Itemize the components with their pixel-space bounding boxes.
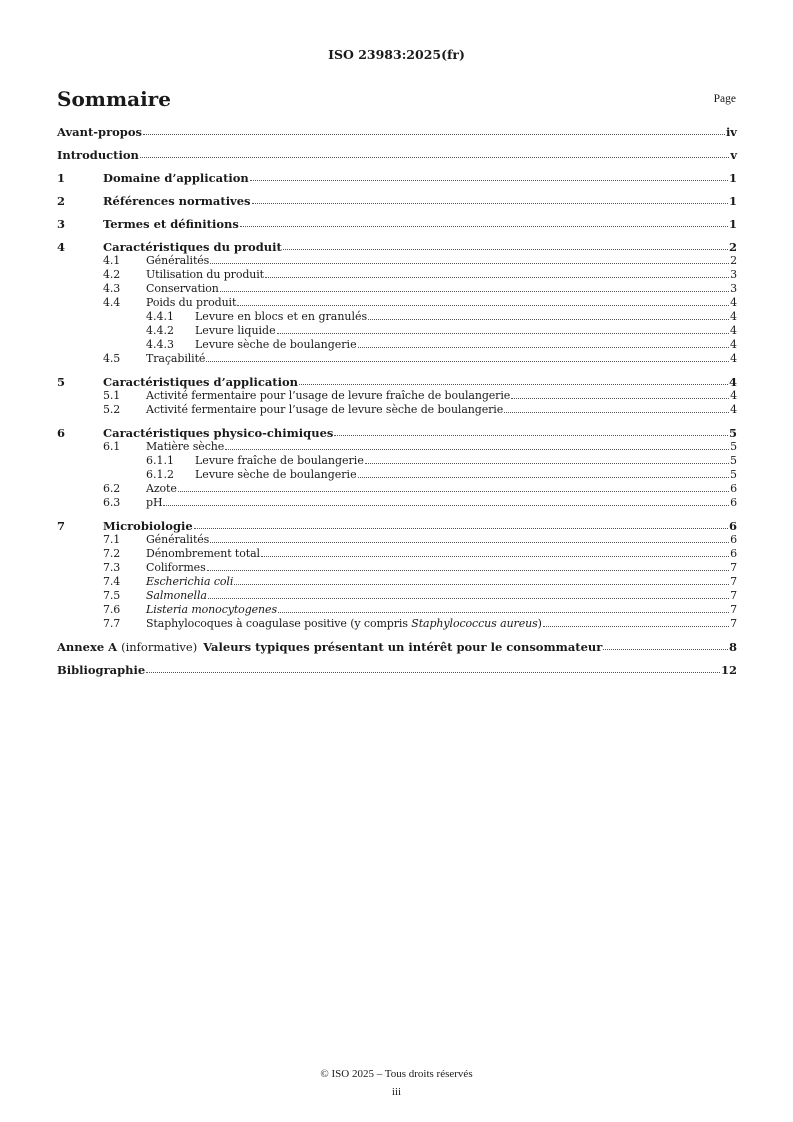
title-text: Références normatives <box>103 194 251 208</box>
toc-entry-page: 4 <box>730 310 737 323</box>
toc-entry-number: 3 <box>57 217 66 231</box>
toc-entry[interactable] <box>57 338 737 352</box>
toc-entry-page: 7 <box>730 617 737 630</box>
toc-entry[interactable] <box>57 640 737 654</box>
toc-entry-title <box>146 403 503 417</box>
title-text: Traçabilité <box>146 352 206 365</box>
toc-entry-title <box>146 440 224 454</box>
title-text: Levure sèche de boulangerie <box>195 468 357 481</box>
toc-entry-number: 6.2 <box>103 482 121 495</box>
toc-entry-page: 8 <box>728 640 737 654</box>
dot-leader <box>210 542 729 543</box>
toc-entry-number: 6.1 <box>103 440 121 453</box>
toc-entry-number: 6 <box>57 426 66 440</box>
toc-entry-page: 2 <box>730 254 737 267</box>
title-text: Dénombrement total <box>146 547 260 560</box>
toc-entry-title <box>146 603 277 617</box>
toc-entry-number: 4.5 <box>103 352 121 365</box>
toc-entry-page: 6 <box>730 533 737 546</box>
toc-entry[interactable] <box>57 426 737 440</box>
toc-entry-number: 7 <box>57 519 66 533</box>
table-of-contents <box>57 125 737 677</box>
title-text: Bibliographie <box>57 663 146 677</box>
toc-entry-page: 3 <box>730 268 737 281</box>
toc-entry-title <box>146 482 177 496</box>
toc-entry[interactable] <box>57 454 737 468</box>
title-text: Conservation <box>146 282 219 295</box>
dot-leader <box>208 598 729 599</box>
toc-entry-title <box>146 282 219 296</box>
toc-entry[interactable] <box>57 125 737 139</box>
annex-title: Valeurs typiques présentant un intérêt pour le consommateur <box>203 640 603 654</box>
toc-entry-number: 4.4.2 <box>146 324 174 337</box>
toc-entry-page: 5 <box>728 426 737 440</box>
dot-leader <box>252 203 728 204</box>
toc-entry-title <box>146 296 236 310</box>
toc-entry-number: 6.1.2 <box>146 468 174 481</box>
toc-entry-number: 1 <box>57 171 66 185</box>
toc-entry-number: 4 <box>57 240 66 254</box>
toc-entry[interactable] <box>57 171 737 185</box>
footer-page-number: iii <box>391 1086 402 1098</box>
toc-entry-page: v <box>730 148 737 162</box>
toc-entry[interactable] <box>57 496 737 510</box>
title-text: Poids du produit <box>146 296 237 309</box>
toc-entry-title <box>103 519 193 533</box>
toc-entry[interactable] <box>57 663 737 677</box>
dot-leader <box>220 291 729 292</box>
toc-entry-page: 12 <box>720 663 737 677</box>
toc-entry[interactable] <box>57 561 737 575</box>
toc-entry-title <box>146 575 233 589</box>
toc-entry-page: 4 <box>730 338 737 351</box>
title-text: Escherichia coli <box>146 575 234 588</box>
toc-entry-number: 4.4.3 <box>146 338 174 351</box>
toc-entry-title <box>57 640 602 654</box>
toc-entry[interactable] <box>57 533 737 547</box>
title-text: Caractéristiques physico-chimiques <box>103 426 334 440</box>
toc-entry[interactable] <box>57 148 737 162</box>
toc-entry-page: 2 <box>728 240 737 254</box>
toc-entry[interactable] <box>57 240 737 254</box>
toc-entry[interactable] <box>57 389 737 403</box>
toc-entry-page: iv <box>725 125 737 139</box>
toc-entry-title <box>146 533 209 547</box>
dot-leader <box>299 384 728 385</box>
toc-entry-page: 7 <box>730 603 737 616</box>
toc-entry[interactable] <box>57 310 737 324</box>
title-text: Utilisation du produit <box>146 268 264 281</box>
toc-entry-title <box>146 389 510 403</box>
dot-leader <box>368 319 729 320</box>
toc-entry[interactable] <box>57 440 737 454</box>
dot-leader <box>283 249 728 250</box>
title-text: Levure en blocs et en granulés <box>195 310 368 323</box>
toc-entry-number: 5 <box>57 375 66 389</box>
toc-entry-title <box>146 254 209 268</box>
toc-entry-number: 7.3 <box>103 561 121 574</box>
toc-entry-number: 7.5 <box>103 589 121 602</box>
toc-entry-number: 5.1 <box>103 389 121 402</box>
toc-entry-title <box>103 217 239 231</box>
toc-entry-page: 6 <box>730 482 737 495</box>
toc-entry-title <box>195 454 364 468</box>
toc-entry-title <box>146 617 542 631</box>
toc-entry-title <box>57 148 139 162</box>
toc-entry-title <box>146 268 264 282</box>
toc-entry-number: 7.1 <box>103 533 121 546</box>
annex-label: Annexe A <box>57 640 118 654</box>
dot-leader <box>234 584 729 585</box>
dot-leader <box>365 463 729 464</box>
dot-leader <box>250 180 728 181</box>
toc-entry-number: 7.4 <box>103 575 121 588</box>
toc-entry-number: 4.2 <box>103 268 121 281</box>
toc-entry-title <box>195 468 357 482</box>
toc-entry[interactable] <box>57 589 737 603</box>
toc-entry-page: 4 <box>730 296 737 309</box>
toc-entry-title <box>57 663 145 677</box>
toc-entry-title <box>195 310 367 324</box>
title-text: Levure fraîche de boulangerie <box>195 454 364 467</box>
title-text: Domaine d’application <box>103 171 249 185</box>
toc-entry[interactable] <box>57 482 737 496</box>
toc-entry-number: 7.7 <box>103 617 121 630</box>
toc-entry[interactable] <box>57 617 737 631</box>
toc-entry-page: 4 <box>730 324 737 337</box>
dot-leader <box>543 626 729 627</box>
title-text: Azote <box>146 482 177 495</box>
title-text: Introduction <box>57 148 139 162</box>
dot-leader <box>265 277 729 278</box>
toc-entry-number: 4.4 <box>103 296 121 309</box>
dot-leader <box>143 134 725 135</box>
title-text: Microbiologie <box>103 519 193 533</box>
title-text: Listeria monocytogenes <box>146 603 277 616</box>
dot-leader <box>504 412 729 413</box>
toc-entry-title <box>195 324 276 338</box>
toc-entry-number: 5.2 <box>103 403 121 416</box>
dot-leader <box>237 305 729 306</box>
toc-entry-page: 3 <box>730 282 737 295</box>
page-column-label: Page <box>713 93 736 105</box>
title-text: Généralités <box>146 533 210 546</box>
toc-entry-title <box>103 426 333 440</box>
toc-entry-title <box>146 589 207 603</box>
dot-leader <box>206 361 729 362</box>
toc-entry-title <box>146 561 206 575</box>
toc-entry-number: 6.1.1 <box>146 454 174 467</box>
toc-entry-title <box>146 352 205 366</box>
toc-entry-page: 1 <box>728 217 737 231</box>
toc-entry-number: 4.4.1 <box>146 310 174 323</box>
toc-entry-page: 5 <box>730 468 737 481</box>
toc-entry[interactable] <box>57 217 737 231</box>
toc-entry-page: 4 <box>730 352 737 365</box>
dot-leader <box>140 157 729 158</box>
toc-entry[interactable] <box>57 194 737 208</box>
toc-entry[interactable] <box>57 375 737 389</box>
title-part: Staphylocoques à coagulase positive (y compris <box>146 617 412 630</box>
dot-leader <box>194 528 728 529</box>
title-text: Activité fermentaire pour l’usage de levure fraîche de boulangerie <box>146 389 511 402</box>
title-text: Caractéristiques du produit <box>103 240 282 254</box>
dot-leader <box>261 556 729 557</box>
dot-leader <box>358 477 729 478</box>
toc-entry[interactable] <box>57 296 737 310</box>
toc-entry-title <box>103 194 251 208</box>
toc-entry[interactable] <box>57 603 737 617</box>
dot-leader <box>146 672 720 673</box>
toc-entry-page: 6 <box>730 547 737 560</box>
toc-entry-page: 1 <box>728 171 737 185</box>
title-text: Salmonella <box>146 589 207 602</box>
dot-leader <box>210 263 729 264</box>
toc-entry[interactable] <box>57 403 737 417</box>
toc-entry-page: 5 <box>730 440 737 453</box>
title-text: Avant-propos <box>57 125 142 139</box>
toc-entry-page: 5 <box>730 454 737 467</box>
toc-entry[interactable] <box>57 519 737 533</box>
dot-leader <box>207 570 729 571</box>
dot-leader <box>240 226 728 227</box>
toc-entry-page: 4 <box>728 375 737 389</box>
dot-leader <box>358 347 729 348</box>
toc-entry-number: 7.6 <box>103 603 121 616</box>
toc-entry-title <box>146 547 260 561</box>
title-text: Activité fermentaire pour l’usage de levure sèche de boulangerie <box>146 403 504 416</box>
toc-entry[interactable] <box>57 268 737 282</box>
dot-leader <box>511 398 729 399</box>
toc-entry[interactable] <box>57 352 737 366</box>
dot-leader <box>225 449 729 450</box>
dot-leader <box>278 612 729 613</box>
title-text: Levure liquide <box>195 324 276 337</box>
toc-entry-page: 1 <box>728 194 737 208</box>
toc-entry-page: 6 <box>728 519 737 533</box>
title-text: pH <box>146 496 163 509</box>
toc-entry-number: 7.2 <box>103 547 121 560</box>
toc-entry[interactable] <box>57 282 737 296</box>
toc-entry-page: 6 <box>730 496 737 509</box>
toc-entry-number: 4.1 <box>103 254 121 267</box>
toc-entry[interactable] <box>57 324 737 338</box>
toc-entry[interactable] <box>57 254 737 268</box>
toc-entry-title <box>103 240 282 254</box>
toc-entry-number: 2 <box>57 194 66 208</box>
copyright-footer: © ISO 2025 – Tous droits réservés <box>320 1068 473 1080</box>
toc-entry-title <box>103 171 249 185</box>
title-text: Levure sèche de boulangerie <box>195 338 357 351</box>
title-text: Caractéristiques d’application <box>103 375 299 389</box>
title-text: Termes et définitions <box>103 217 239 231</box>
toc-entry-page: 4 <box>730 389 737 402</box>
title-text: Généralités <box>146 254 210 267</box>
document-header: ISO 23983:2025(fr) <box>328 47 465 62</box>
toc-entry[interactable] <box>57 468 737 482</box>
dot-leader <box>334 435 728 436</box>
toc-entry-page: 4 <box>730 403 737 416</box>
dot-leader <box>163 505 729 506</box>
toc-entry-title <box>195 338 357 352</box>
dot-leader <box>277 333 729 334</box>
title-end-part: ) <box>537 617 542 630</box>
toc-entry-page: 7 <box>730 589 737 602</box>
toc-entry[interactable] <box>57 575 737 589</box>
title-text: Coliformes <box>146 561 206 574</box>
dot-leader <box>603 649 728 650</box>
toc-entry-title <box>103 375 298 389</box>
title-italic-part: Staphylococcus aureus <box>411 617 538 630</box>
toc-entry-number: 6.3 <box>103 496 121 509</box>
dot-leader <box>178 491 729 492</box>
toc-entry[interactable] <box>57 547 737 561</box>
toc-entry-number: 4.3 <box>103 282 121 295</box>
toc-entry-page: 7 <box>730 575 737 588</box>
title-text: Matière sèche <box>146 440 225 453</box>
annex-type: (informative) <box>121 640 198 654</box>
page-title: Sommaire <box>57 87 171 111</box>
toc-entry-title <box>146 496 162 510</box>
toc-entry-title <box>57 125 142 139</box>
toc-entry-page: 7 <box>730 561 737 574</box>
